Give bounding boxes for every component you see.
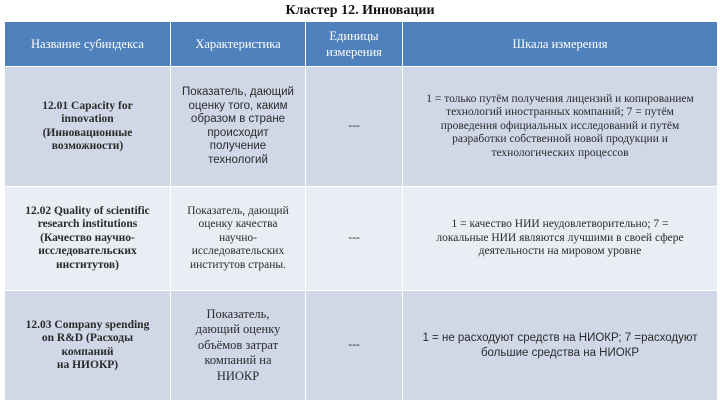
scale-cell xyxy=(403,67,718,187)
cell-line: исследовательских xyxy=(38,245,137,258)
table-row xyxy=(5,187,718,291)
cell-line: (Качество научно- xyxy=(40,231,135,244)
cell-line: Показатель, дающий xyxy=(182,86,294,98)
scale-cell xyxy=(403,187,718,291)
cell-line: 12.02 Quality of scientific xyxy=(25,204,150,217)
cell-line: Показатель, xyxy=(206,306,270,321)
cell-line: разработки собственной новой продукции и xyxy=(452,133,668,146)
cell-line: на НИОКР) xyxy=(56,359,119,371)
cell-line: институтов страны. xyxy=(189,258,287,271)
subindex-name-cell xyxy=(5,67,171,187)
header-name: Название субиндекса xyxy=(5,22,171,67)
cell-line: 12.01 Capacity for xyxy=(42,99,133,112)
cell-line: технологических процессов xyxy=(491,146,629,159)
units-cell: --- xyxy=(306,187,403,291)
table-row xyxy=(5,291,718,401)
cell-line: НИОКР xyxy=(216,368,260,383)
cell-line: компаний xyxy=(61,345,114,358)
cell-line: 1 = не расходуют средств на НИОКР; 7 =расходуют xyxy=(422,331,698,344)
characteristic-cell xyxy=(171,291,306,401)
units-cell: --- xyxy=(306,67,403,187)
cell-line: научно- xyxy=(219,231,257,244)
cell-line: оценку качества xyxy=(198,218,278,231)
cell-line: деятельности на мировом уровне xyxy=(478,245,642,258)
cell-line: Показатель, дающий xyxy=(187,204,289,217)
cell-line: локальные НИИ являются лучшими в своей сфере xyxy=(436,231,684,244)
cell-line: on R&D (Расходы xyxy=(41,332,134,344)
cell-line: проведения официальных исследований и путём xyxy=(440,119,680,132)
cell-line: 1 = только путём получения лицензий и копированием xyxy=(426,92,694,105)
cell-line: (Инновационные xyxy=(42,126,133,139)
scale-cell xyxy=(403,291,718,401)
cell-line: большие средства на НИОКР xyxy=(480,346,640,359)
characteristic-cell xyxy=(171,67,306,187)
subindex-table xyxy=(4,21,718,401)
cell-line: технологий иностранных компаний; 7 = путём xyxy=(446,106,674,119)
cell-line: компаний на xyxy=(204,353,272,368)
cell-line: оценку того, каким xyxy=(188,99,288,112)
cell-line: получение xyxy=(209,140,267,152)
table-row xyxy=(5,67,718,187)
cell-line: innovation xyxy=(61,113,114,125)
cell-line: технологий xyxy=(208,153,268,166)
cell-line: дающий оценку xyxy=(195,322,281,337)
header-characteristic: Характеристика xyxy=(171,22,306,67)
header-scale: Шкала измерения xyxy=(403,22,718,67)
subindex-name-cell xyxy=(5,291,171,401)
table-header-row xyxy=(5,22,718,67)
cell-line: образом в стране xyxy=(190,113,286,125)
cell-line: 1 = качество НИИ неудовлетворительно; 7 = xyxy=(451,218,669,231)
characteristic-cell xyxy=(171,187,306,291)
cell-line: исследовательских xyxy=(191,245,285,258)
cell-line: институтов) xyxy=(56,258,119,271)
cell-line: 12.03 Company spending xyxy=(25,318,150,331)
cell-line: происходит xyxy=(207,126,269,139)
page-title: Кластер 12. Инновации xyxy=(285,3,435,18)
subindex-name-cell xyxy=(5,187,171,291)
cell-line: research institutions xyxy=(37,218,138,231)
cell-line: возможности) xyxy=(51,140,124,152)
header-units: Единицы измерения xyxy=(306,22,403,67)
cell-line: объёмов затрат xyxy=(197,337,279,352)
units-cell: --- xyxy=(306,291,403,401)
